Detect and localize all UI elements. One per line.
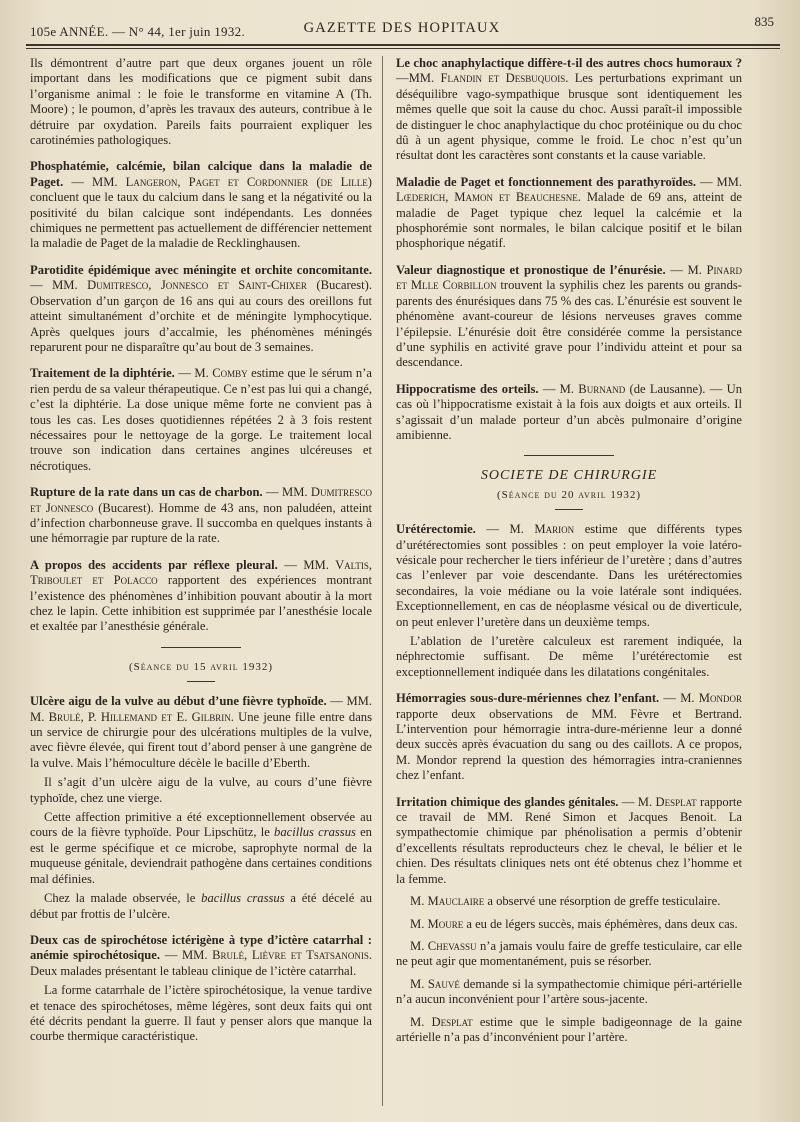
article-hippocratisme: [396, 382, 742, 444]
article-title: A propos des accidents par réflexe pleural.: [30, 557, 278, 572]
article-body: trouvent la syphilis chez les parents ou grands-parents des énurésiques dans 75 % des cas. L’énurésie est souvent le phénomène avant-coureur de lésions nerveuses graves comme l’épilepsie. L’énurésie doit être considérée comme la persistance d’une syphilis en activité grave pour l’individu atteint et pour sa descendance.: [396, 278, 742, 370]
article-hemorragies: [396, 691, 742, 783]
issue-info: 105e ANNÉE. — N° 44, 1er juin 1932.: [30, 24, 246, 39]
discussion-paragraph: [396, 894, 742, 909]
article-authors: — MM. Langeron, Paget et Cordonnier (de Lille): [71, 174, 372, 189]
discussion-paragraph: [396, 977, 742, 1008]
text-segment: n’a jamais voulu faire de greffe testiculaire, car elle ne peut agir que momentanément, puis se résorber.: [396, 938, 742, 969]
article-title: Maladie de Paget et fonctionnement des parathyroïdes.: [396, 174, 696, 189]
paragraph: L’ablation de l’uretère calculeux est rarement indiquée, la néphrectomie suffisant. De même l’urétérectomie est exceptionnellement indiquée dans les dilatations congénitales.: [396, 634, 742, 679]
article-authors: — MM. Dumitresco, Jonnesco et Saint-Chixer: [30, 278, 307, 293]
page-header: [22, 14, 782, 42]
article-diphterie: [30, 366, 372, 474]
article-authors: —MM. Flandin et Desbuquois.: [396, 71, 569, 86]
article-body: estime que différents types d’urétérectomies sont possibles : on peut employer la voie latéro-vésicale pour rechercher le tiers inférieur de l’uretère ; dans d’autres cas l’enlever par voie descendante. Dans les urétérectomies secondaires, la voie médiane ou la voie latérale sont indiquées. Exceptionnellement, en cas de néoplasme vésical ou de diverticule, on peut enlever l’uretère dans un deuxième temps.: [396, 522, 742, 629]
article-body: rapporte deux observations de MM. Fèvre et Bertrand. L’intervention pour hémorragie intra-dure-mérienne leur a donné deux succès après évacuation du sang ou des caillots. A ce propos, M. Mondor reprend la question des hémorragies intra-craniennes chez l’enfant.: [396, 706, 742, 783]
paragraph: Ils démontrent d’autre part que deux organes jouent un rôle important dans les modifications que ce pigment subit dans l’organisme animal : le foie le transforme en vitamine A (Th. Moore) ; le poumon, d’après les travaux des auteurs, contribue à le détruire par oxydation. Pareils faits pourraient expliquer les carotinémies pathologiques.: [30, 56, 372, 148]
article-title: Irritation chimique des glandes génitales.: [396, 794, 619, 809]
article-irritation-chimique: [396, 795, 742, 887]
article-title: Urétérectomie.: [396, 522, 476, 537]
article-authors: — M. Comby: [178, 366, 248, 381]
header-rule-thin: [26, 48, 780, 49]
discussion-paragraph: [396, 939, 742, 970]
article-title: Traitement de la diphtérie.: [30, 366, 175, 381]
article-authors: — MM. Lœderich, Mamon et Beauchesne.: [396, 174, 742, 205]
article-authors: — MM. Brulé, Lièvre et Tsatsanonis.: [164, 948, 372, 963]
left-column: [30, 56, 372, 1049]
article-title: Hippocratisme des orteils.: [396, 381, 539, 396]
article-authors: — M. Desplat: [621, 794, 697, 809]
speaker-name: M. Desplat: [410, 1014, 473, 1029]
text-segment: estime que le simple badigeonnage de la gaine artérielle n’a pas d’inconvénient pour l’artère.: [396, 1014, 742, 1044]
article-reflexe-pleural: [30, 558, 372, 635]
article-ulcere-vulve: [30, 694, 372, 771]
text-segment: demande si la sympathectomie chimique péri-artérielle n’a aucun inconvénient pour l’artère sous-jacente.: [396, 976, 742, 1007]
speaker-name: M. Moure: [410, 916, 464, 931]
article-body: rapportent des expériences montrant l’existence des phénomènes d’inhibition pouvant aboutir à la mort chez le lapin. Cette inhibition est supprimée par l’anesthésie locale et exaltée par l’anesthésie générale.: [30, 573, 372, 634]
article-title: Valeur diagnostique et pronostique de l’énurésie.: [396, 262, 666, 277]
article-body: concluent que le taux du calcium dans le sang et la négativité ou la positivité du bilan calcique sont indépendants. Les données chimiques ne permettent pas actuellement de différencier nettement la maladie de Paget de la maladie de Recklinghausen.: [30, 190, 372, 251]
speaker-name: M. Sauvé: [410, 976, 460, 991]
article-authors: — M. Pinard et Mlle Corbillon: [396, 262, 742, 293]
paragraph: Il s’agit d’un ulcère aigu de la vulve, au cours d’une fièvre typhoïde, chez une vierge.: [30, 775, 372, 805]
page-number: 835: [754, 14, 774, 29]
paragraph: [30, 891, 372, 922]
speaker-name: M. Mauclaire: [410, 894, 485, 909]
right-column: [396, 56, 742, 1049]
journal-title: GAZETTE DES HOPITAUX: [303, 20, 501, 36]
article-title: Deux cas de spirochétose ictérigène à type d’ictère catarrhal : anémie spirochétosique.: [30, 932, 372, 963]
article-authors: — M. Burnand: [542, 381, 626, 396]
column-divider: [382, 56, 383, 1106]
section-rule: [161, 647, 241, 648]
article-body: estime que le sérum n’a rien perdu de sa valeur thérapeutique. Ce n’est pas lui qui a changé, c’est la diphtérie. La dose unique même forte ne convient pas à tous les cas. Les doses quotidiennes répétées 2 à 3 fois restent nécessaires pour le nettoyage de la gorge. Le traitement local trouve son indication dans certaines angines ulcéreuses et nécrotiques.: [30, 366, 372, 473]
article-title: Phosphatémie, calcémie, bilan calcique dans la maladie de Paget.: [30, 159, 372, 189]
paragraph: La forme catarrhale de l’ictère spirochétosique, la venue tardive et tenace des spirochétoses, même légères, sont deux faits qui ont été décrits pendant la guerre. Il faut y penser alors que manque la courbe thermique caractéristique.: [30, 983, 372, 1044]
article-authors: — MM. Valtis, Triboulet et Polacco: [30, 557, 372, 588]
session-date: (Séance du 15 avril 1932): [128, 660, 274, 673]
article-title: Hémorragies sous-dure-mériennes chez l’enfant.: [396, 691, 660, 706]
article-body: (de Lausanne). — Un cas où l’hippocratisme existait à la fois aux doigts et aux orteils. Il s’agissait d’un malade porteur d’un abcès pulmonaire d’origine amibienne.: [396, 381, 742, 442]
article-authors: — M. Mondor: [663, 691, 742, 706]
section-rule: [524, 455, 614, 456]
society-title: SOCIETE DE CHIRURGIE: [480, 468, 658, 484]
article-authors: — M. Marion: [486, 522, 575, 537]
article-body: (Bucarest). Homme de 43 ans, non paludéen, atteint d’infection charbonneuse grave. Il succomba en quelques instants à une hémorragie par rupture de la rate.: [30, 500, 372, 546]
article-title: Le choc anaphylactique diffère-t-il des autres chocs humoraux ?: [396, 56, 742, 70]
section-rule-short: [555, 509, 583, 510]
italic-term: bacillus crassus: [201, 891, 285, 906]
article-spirochetose: [30, 933, 372, 979]
paragraph: [30, 810, 372, 887]
text-segment: en est le germe spécifique et ce microbe, saprophyte normal de la muqueuse génitale, deviendrait pathogène dans certaines conditions mal définies.: [30, 825, 372, 886]
article-title: Ulcère aigu de la vulve au début d’une fièvre typhoïde.: [30, 694, 327, 709]
article-title: Parotidite épidémique avec méningite et orchite concomitante.: [30, 262, 372, 277]
speaker-name: M. Chevassu: [410, 938, 477, 953]
header-rule: [26, 44, 780, 46]
section-rule-short: [187, 681, 215, 682]
session-date: (Séance du 20 avril 1932): [496, 488, 642, 501]
article-body: Les perturbations exprimant un déséquilibre vago-sympathique brusque sont identiquement les mêmes quelle que soit la cause du choc. Aussi paraît-il impossible de distinguer le choc anaphylactique du choc protéinique ou du choc dû à un agent physique, comme le froid. Le choc n’est qu’un résultat dont les caractères sont constants et la cause variable.: [396, 71, 742, 163]
article-title: Rupture de la rate dans un cas de charbon.: [30, 485, 263, 500]
article-paget-parathyroides: [396, 175, 742, 252]
article-parotidite: [30, 263, 372, 355]
article-phosphatemie: [30, 159, 372, 251]
article-ureterectomie: [396, 522, 742, 630]
italic-term: bacillus crassus: [274, 825, 356, 840]
text-segment: a été décelé au début par frottis de l’ulcère.: [30, 891, 372, 921]
text-segment: a eu de légers succès, mais éphémères, dans deux cas.: [463, 916, 738, 931]
article-rate: [30, 485, 372, 547]
article-body: rapporte ce travail de MM. René Simon et Jacques Benoit. La sympathectomie chimique par phénolisation a permis d’obtenir d’excellents résultats reproducteurs chez le cheval, le bélier et le chien. Des résultats cliniques nets ont été obtenus chez l’homme et la femme.: [396, 794, 742, 886]
article-choc-anaphylactique: [396, 56, 742, 164]
article-enuresie: [396, 263, 742, 371]
text-segment: Cette affection primitive a été exceptionnellement observée au cours de la fièvre typhoïde. Pour Lipschütz, le: [30, 810, 372, 840]
article-authors: — MM. M. Brulé, P. Hillemand et E. Gilbrin.: [30, 694, 372, 724]
discussion-paragraph: [396, 917, 742, 932]
article-body: (Bucarest). Observation d’un garçon de 16 ans qui au cours des oreillons fut atteint simultanément d’orchite et de méningite lymphocytique. Après quelques jours d’accalmie, les phénomènes méningés reparurent pour ne disparaître qu’au bout de 3 semaines.: [30, 278, 372, 354]
article-authors: — MM. Dumitresco et Jonnesco: [30, 485, 372, 515]
discussion-paragraph: [396, 1015, 742, 1046]
text-segment: a observé une résorption de greffe testiculaire.: [484, 894, 721, 909]
article-body: Deux malades présentant le tableau clinique de l’ictère catarrhal.: [30, 963, 357, 978]
article-body: Malade de 69 ans, atteint de maladie de Paget typique chez lequel la calcémie et la phosphorémie sont normales, le bilan calcique positif et le bilan phosphorique négatif.: [396, 190, 742, 251]
article-body: Une jeune fille entre dans un service de chirurgie pour des ulcérations multiples de la vulve, avec fièvre élevée, qui firent tout d’abord penser à une gangrène de la vulve. Mais l’hémoculture décèle le bacille d’Eberth.: [30, 709, 372, 770]
text-segment: Chez la malade observée, le: [44, 891, 202, 906]
